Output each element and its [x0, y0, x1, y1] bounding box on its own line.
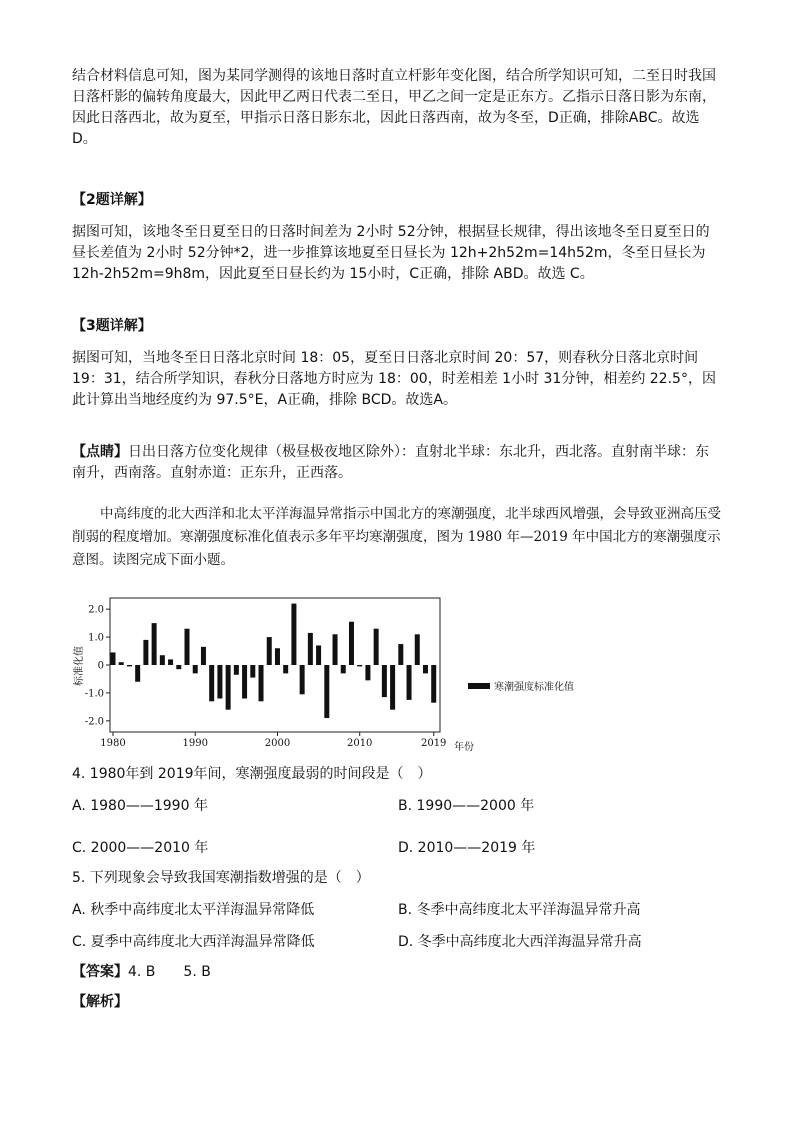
q5-option-b[interactable]: B. 冬季中高纬度北太平洋海温异常升高 — [398, 902, 641, 918]
bar-2010 — [357, 665, 362, 666]
y-axis-label: 标准化值 — [74, 646, 85, 686]
bar-1994 — [226, 665, 231, 710]
y-tick-label: -1.0 — [84, 688, 104, 700]
heading-q2-detail: 【2题详解】 — [72, 192, 152, 208]
bar-1996 — [242, 665, 247, 699]
tip-text: 日出日落方位变化规律（极昼极夜地区除外）：直射北半球：东北升，西北落。直射南半球：东南升，西南落。直射赤道：正东升，正西落。 — [72, 444, 709, 481]
bar-2015 — [398, 644, 403, 665]
bar-1987 — [168, 659, 173, 665]
q4-option-b[interactable]: B. 1990——2000 年 — [398, 798, 535, 814]
bar-2001 — [283, 665, 288, 673]
cold-wave-chart — [60, 594, 600, 754]
bar-2005 — [316, 645, 321, 665]
bar-1993 — [217, 665, 222, 699]
paragraph-q3-explanation: 据图可知，当地冬至日日落北京时间 18：05，夏至日日落北京时间 20：57，则春秋分日落北京时间 19：31，结合所学知识，春秋分日落地方时应为 18：00，时差相差 1小时 31分钟，相差约 22.5°，因此计算出当地经度约为 97.5°E，A正确，排除 BCD。故选A。 — [72, 350, 716, 408]
bar-2019 — [431, 665, 436, 703]
y-tick-label: 0 — [97, 660, 104, 672]
x-tick-label: 1980 — [100, 738, 126, 749]
y-tick-label: 2.0 — [88, 604, 104, 616]
q5-option-c[interactable]: C. 夏季中高纬度北大西洋海温异常降低 — [72, 934, 315, 950]
x-tick-label: 2019 — [420, 738, 447, 749]
y-tick-label: 1.0 — [88, 632, 104, 644]
bar-1989 — [185, 629, 190, 665]
question-4: 4. 1980年到 2019年间，寒潮强度最弱的时间段是（ ） — [72, 766, 432, 782]
bar-1986 — [160, 655, 165, 665]
x-axis-label: 年份 — [454, 742, 474, 753]
bar-1984 — [143, 640, 148, 665]
bar-1991 — [201, 647, 206, 665]
x-tick-label: 1990 — [182, 738, 208, 749]
bar-1999 — [267, 637, 272, 665]
bar-2002 — [291, 604, 296, 665]
bar-1982 — [127, 665, 132, 666]
bar-2018 — [423, 665, 428, 673]
bar-2012 — [374, 629, 379, 665]
bar-1995 — [234, 665, 239, 675]
heading-q3-detail: 【3题详解】 — [72, 318, 152, 334]
bar-2017 — [415, 634, 420, 665]
bar-2006 — [324, 665, 329, 718]
bar-2013 — [382, 665, 387, 697]
q5-option-a[interactable]: A. 秋季中高纬度北太平洋海温异常降低 — [72, 902, 315, 918]
bar-2004 — [308, 633, 313, 665]
tip-paragraph — [72, 442, 722, 484]
bar-2007 — [333, 634, 338, 665]
bar-2000 — [275, 648, 280, 665]
bar-1997 — [250, 665, 255, 678]
q4-option-d[interactable]: D. 2010——2019 年 — [398, 840, 536, 856]
bar-1981 — [119, 662, 124, 665]
paragraph-q1-explanation: 结合材料信息可知，图为某同学测得的该地日落时直立杆影年变化图，结合所学知识可知，二至日时我国日落杆影的偏转角度最大，因此甲乙两日代表二至日，甲乙之间一定是正东方。乙指示日落日影为东南，因此日落西北，故为夏至，甲指示日落日影东北，因此日落西南，故为冬至，D正确，排除ABC。故选D。 — [72, 68, 716, 147]
bar-1980 — [111, 652, 116, 665]
bar-2009 — [349, 622, 354, 665]
bar-1985 — [152, 623, 157, 665]
bar-2016 — [407, 665, 412, 700]
answer-text: 4. B 5. B — [128, 964, 211, 980]
q4-option-a[interactable]: A. 1980——1990 年 — [72, 798, 208, 814]
answer-label: 【答案】 — [72, 964, 128, 980]
analysis-label: 【解析】 — [72, 994, 128, 1010]
bar-1983 — [135, 665, 140, 682]
question-5: 5. 下列现象会导致我国寒潮指数增强的是（ ） — [72, 870, 370, 886]
bar-2003 — [300, 665, 305, 694]
material-paragraph: 中高纬度的北大西洋和北太平洋海温异常指示中国北方的寒潮强度，北半球西风增强，会导致亚洲高压受削弱的程度增加。寒潮强度标准化值表示多年平均寒潮强度，图为 1980 年—2019 年中国北方的寒潮强度示意图。读图完成下面小题。 — [72, 506, 721, 568]
y-tick-label: -2.0 — [84, 716, 104, 728]
bar-1988 — [176, 665, 181, 669]
x-tick-label: 2000 — [264, 738, 291, 749]
tip-label: 【点睛】 — [72, 444, 128, 460]
q5-option-d[interactable]: D. 冬季中高纬度北大西洋海温异常升高 — [398, 934, 642, 950]
bar-1998 — [259, 665, 264, 701]
answer-line — [72, 962, 211, 982]
x-tick-label: 2010 — [346, 738, 373, 749]
paragraph-q2-explanation: 据图可知，该地冬至日夏至日的日落时间差为 2小时 52分钟，根据昼长规律，得出该地冬至日夏至日的昼长差值为 2小时 52分钟*2，进一步推算该地夏至日昼长为 12h+2h52m=14h52m，冬至日昼长为 12h-2h52m=9h8m，因此夏至日昼长约为 15小时，C正确，排除 ABD。故选 C。 — [72, 224, 710, 282]
legend-swatch — [468, 683, 490, 689]
bar-2014 — [390, 665, 395, 710]
bar-1990 — [193, 665, 198, 673]
q4-option-c[interactable]: C. 2000——2010 年 — [72, 840, 209, 856]
bar-2011 — [365, 665, 370, 680]
bar-1992 — [209, 665, 214, 701]
bar-2008 — [341, 665, 346, 673]
legend-label: 寒潮强度标准化值 — [494, 682, 574, 693]
